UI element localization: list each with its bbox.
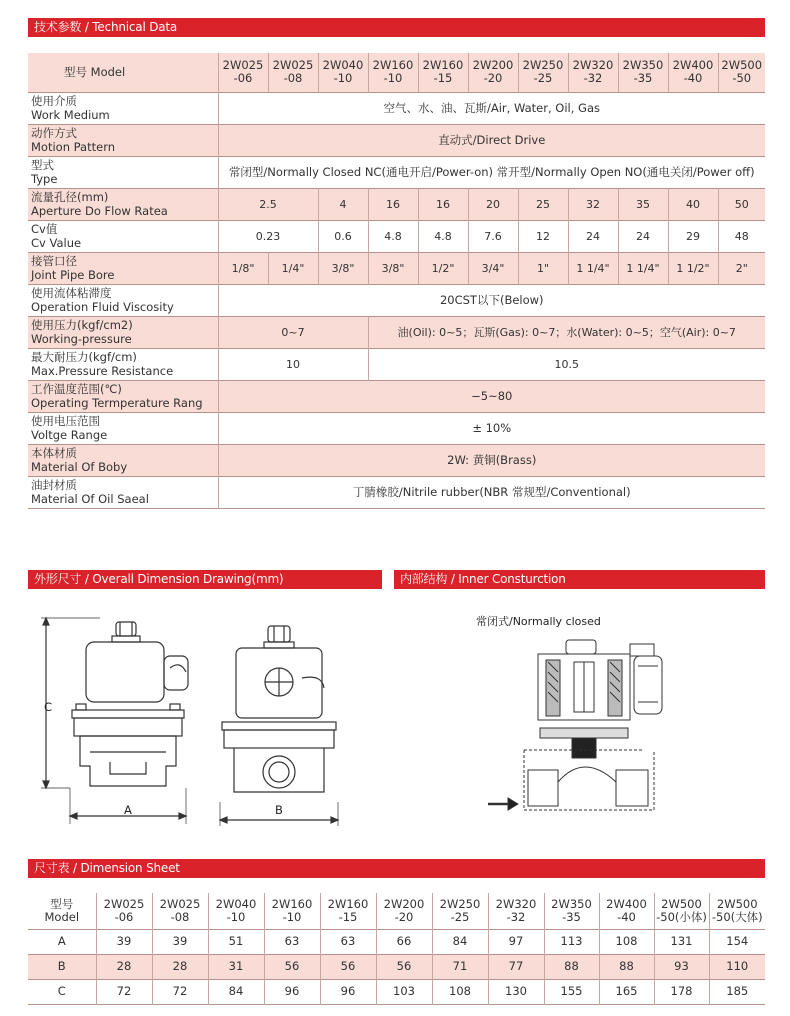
- dim-row: [28, 929, 765, 954]
- row-label-cn: 使用介质: [31, 94, 77, 108]
- dim-cell: 66: [376, 929, 432, 954]
- row-cell: 1": [518, 252, 568, 284]
- model-name: 2W500: [721, 58, 763, 73]
- model-header-cell: [618, 53, 668, 92]
- section-title: 尺寸表 / Dimension Sheet: [34, 861, 180, 875]
- row-label-cn: 油封材质: [31, 478, 77, 492]
- table-row: [28, 124, 765, 156]
- row-label: [28, 188, 218, 220]
- model-suffix: -20: [483, 71, 503, 86]
- row-cell: 7.6: [468, 220, 518, 252]
- row-cell: 4.8: [368, 220, 418, 252]
- dim-model-cell: [208, 893, 264, 929]
- model-suffix: -06: [233, 71, 253, 86]
- table-row: [28, 284, 765, 316]
- row-label: [28, 284, 218, 316]
- dim-cell: 185: [709, 979, 765, 1004]
- dim-model-cell: [264, 893, 320, 929]
- dim-cell: 39: [96, 929, 152, 954]
- table-row: [28, 188, 765, 220]
- model-name: 2W025: [103, 896, 145, 911]
- dim-cell: 28: [96, 954, 152, 979]
- model-suffix: -10: [383, 71, 403, 86]
- model-header-cell: [568, 53, 618, 92]
- row-value: ± 10%: [218, 412, 765, 444]
- dim-cell: 108: [432, 979, 488, 1004]
- row-cell: 29: [668, 220, 718, 252]
- dim-cell: 96: [264, 979, 320, 1004]
- row-cell: 16: [368, 188, 418, 220]
- model-header-cell: [218, 53, 268, 92]
- row-cell: 0.23: [218, 220, 318, 252]
- row-label: [28, 476, 218, 508]
- dim-model-cell: [96, 893, 152, 929]
- dim-row: [28, 979, 765, 1004]
- inner-construction-header: [394, 570, 765, 589]
- section-title: 外形尺寸 / Overall Dimension Drawing(mm): [34, 572, 284, 586]
- dim-model-label-en: Model: [44, 909, 80, 924]
- inner-construction-caption: 常闭式/Normally closed: [476, 615, 601, 628]
- row-value-right: 10.5: [368, 348, 765, 380]
- model-header-cell: [468, 53, 518, 92]
- dim-cell: 63: [320, 929, 376, 954]
- row-label-en: Operation Fluid Viscosity: [31, 300, 174, 314]
- dim-cell: 131: [654, 929, 709, 954]
- row-cell: 24: [568, 220, 618, 252]
- table-row: [28, 476, 765, 508]
- row-value: 20CST以下(Below): [218, 284, 765, 316]
- row-value: 2W: 黄铜(Brass): [218, 444, 765, 476]
- table-row: [28, 380, 765, 412]
- row-label-cn: 动作方式: [31, 126, 77, 140]
- row-cell: 1/4": [268, 252, 318, 284]
- dim-model-cell: [654, 893, 709, 929]
- model-suffix: -40: [683, 71, 703, 86]
- row-cell: 3/4": [468, 252, 518, 284]
- valve-front-view-drawing: [40, 612, 205, 830]
- dim-model-label-cn: 型号: [50, 896, 74, 911]
- row-label: [28, 252, 218, 284]
- dim-row-label: C: [57, 984, 66, 998]
- dim-cell: 72: [96, 979, 152, 1004]
- model-header-cell: [718, 53, 765, 92]
- row-label-cn: 工作温度范围(℃): [31, 382, 122, 396]
- section-title: 内部结构 / Inner Consturction: [400, 572, 566, 586]
- row-label: [28, 316, 218, 348]
- dim-model-cell: [544, 893, 599, 929]
- row-cell: 1 1/4": [618, 252, 668, 284]
- model-name: 2W320: [572, 58, 614, 73]
- dim-model-cell: [152, 893, 208, 929]
- technical-data-header: [28, 18, 765, 37]
- dim-model-cell: [709, 893, 765, 929]
- valve-side-view-drawing: [216, 622, 346, 830]
- dim-cell: 96: [320, 979, 376, 1004]
- section-title: 技术参数 / Technical Data: [34, 20, 178, 34]
- model-name: 2W040: [322, 58, 364, 73]
- model-suffix: -50(大体): [711, 909, 763, 924]
- model-name: 2W040: [215, 896, 257, 911]
- dim-cell: 84: [432, 929, 488, 954]
- dim-cell: 88: [599, 954, 654, 979]
- model-name: 2W500: [661, 896, 702, 911]
- model-suffix: -06: [114, 909, 134, 924]
- model-name: 2W320: [495, 896, 537, 911]
- row-cell: 32: [568, 188, 618, 220]
- model-suffix: -25: [450, 909, 470, 924]
- dim-model-cell: [432, 893, 488, 929]
- row-label: [28, 220, 218, 252]
- row-label-cn: 本体材质: [31, 446, 77, 460]
- dim-cell: 154: [709, 929, 765, 954]
- dim-cell: 110: [709, 954, 765, 979]
- dim-cell: 103: [376, 979, 432, 1004]
- row-cell: 0.6: [318, 220, 368, 252]
- dim-cell: 72: [152, 979, 208, 1004]
- dimension-sheet-table: [28, 893, 765, 1005]
- row-label-cn: 使用压力(kgf/cm2): [31, 318, 133, 332]
- row-label-en: Work Medium: [31, 108, 110, 122]
- model-name: 2W025: [272, 58, 314, 73]
- row-cell: 1/8": [218, 252, 268, 284]
- row-cell: 50: [718, 188, 765, 220]
- row-cell: 16: [418, 188, 468, 220]
- row-label: [28, 124, 218, 156]
- model-name: 2W250: [522, 58, 564, 73]
- row-value: 空气、水、油、瓦斯/Air, Water, Oil, Gas: [218, 92, 765, 124]
- dim-row-label: B: [28, 954, 96, 979]
- model-suffix: -32: [583, 71, 603, 86]
- model-header-cell: [518, 53, 568, 92]
- row-label-en: Aperture Do Flow Ratea: [31, 204, 168, 218]
- table-row: [28, 92, 765, 124]
- dim-cell: 63: [264, 929, 320, 954]
- dim-cell: 84: [208, 979, 264, 1004]
- dim-cell: 39: [152, 929, 208, 954]
- dim-cell: 130: [488, 979, 544, 1004]
- row-cell: 48: [718, 220, 765, 252]
- model-name: 2W160: [327, 896, 369, 911]
- row-label-cn: 使用流体粘滞度: [31, 286, 112, 300]
- dim-cell: 56: [376, 954, 432, 979]
- model-suffix: -40: [617, 909, 636, 924]
- dim-cell: 51: [208, 929, 264, 954]
- row-label-en: Working-pressure: [31, 332, 132, 346]
- row-value-left: 0~7: [218, 316, 368, 348]
- model-name: 2W350: [551, 896, 592, 911]
- row-label-en: Motion Pattern: [31, 140, 116, 154]
- model-name: 2W350: [622, 58, 664, 73]
- model-name: 2W250: [439, 896, 481, 911]
- row-cell: 35: [618, 188, 668, 220]
- model-suffix: -10: [282, 909, 302, 924]
- row-label-en: Operating Termperature Rang: [31, 396, 203, 410]
- table-row: [28, 220, 765, 252]
- row-label-en: Cv Value: [31, 236, 82, 250]
- inner-construction-drawing: [488, 632, 688, 832]
- model-header-label: 型号 Model: [28, 53, 218, 92]
- table-row: [28, 156, 765, 188]
- row-cell: 1 1/2": [668, 252, 718, 284]
- model-suffix: -35: [562, 909, 581, 924]
- row-label-en: Material Of Oil Saeal: [31, 492, 149, 506]
- model-suffix: -50: [732, 71, 752, 86]
- row-cell: 12: [518, 220, 568, 252]
- row-value: 丁腈橡胶/Nitrile rubber(NBR 常规型/Conventional): [218, 476, 765, 508]
- row-cell: 1/2": [418, 252, 468, 284]
- row-label-en: Max.Pressure Resistance: [31, 364, 174, 378]
- row-value: 直动式/Direct Drive: [218, 124, 765, 156]
- row-cell: 1 1/4": [568, 252, 618, 284]
- row-value-right: 油(Oil): 0~5；瓦斯(Gas): 0~7；水(Water): 0~5；空气(Air): 0~7: [368, 316, 765, 348]
- row-label: [28, 156, 218, 188]
- dim-cell: 97: [488, 929, 544, 954]
- row-label-cn: 流量孔径(mm): [31, 190, 109, 204]
- row-cell: 3/8": [318, 252, 368, 284]
- dim-cell: 56: [264, 954, 320, 979]
- table-row: [28, 348, 765, 380]
- model-name: 2W025: [222, 58, 264, 73]
- row-label-en: Type: [31, 172, 58, 186]
- row-label: [28, 380, 218, 412]
- model-suffix: -20: [394, 909, 414, 924]
- model-suffix: -15: [338, 909, 358, 924]
- row-label: [28, 348, 218, 380]
- row-value: 常闭型/Normally Closed NC(通电开启/Power-on) 常开型/Normally Open NO(通电关闭/Power off): [218, 156, 765, 188]
- model-header-cell: [268, 53, 318, 92]
- model-name: 2W025: [159, 896, 201, 911]
- dim-model-cell: [320, 893, 376, 929]
- dimension-c-label: C: [44, 700, 53, 714]
- model-header-cell: [418, 53, 468, 92]
- dim-model-cell: [376, 893, 432, 929]
- dimension-b-label: B: [275, 803, 283, 817]
- row-cell: 20: [468, 188, 518, 220]
- dim-cell: 93: [654, 954, 709, 979]
- dim-cell: 28: [152, 954, 208, 979]
- row-label-en: Joint Pipe Bore: [31, 268, 115, 282]
- dim-cell: 108: [599, 929, 654, 954]
- row-label-cn: 型式: [31, 158, 54, 172]
- row-cell: 2": [718, 252, 765, 284]
- dimension-a-label: A: [124, 803, 132, 817]
- row-cell: 3/8": [368, 252, 418, 284]
- dim-model-label: [28, 893, 96, 929]
- model-suffix: -32: [506, 909, 526, 924]
- dim-cell: 56: [320, 954, 376, 979]
- model-suffix: -08: [170, 909, 190, 924]
- row-label-en: Voltge Range: [31, 428, 108, 442]
- dim-cell: 165: [599, 979, 654, 1004]
- model-header-cell: [668, 53, 718, 92]
- dim-cell: 88: [544, 954, 599, 979]
- dimension-sheet-header: [28, 859, 765, 878]
- row-cell: 4: [318, 188, 368, 220]
- dim-cell: 77: [488, 954, 544, 979]
- table-row: [28, 316, 765, 348]
- model-name: 2W400: [606, 896, 647, 911]
- dim-cell: 31: [208, 954, 264, 979]
- row-label-cn: 使用电压范围: [31, 414, 100, 428]
- dim-cell: 113: [544, 929, 599, 954]
- model-suffix: -25: [533, 71, 553, 86]
- dim-row: [28, 954, 765, 979]
- model-name: 2W160: [271, 896, 313, 911]
- model-suffix: -08: [283, 71, 303, 86]
- dim-cell: 178: [654, 979, 709, 1004]
- row-label: [28, 444, 218, 476]
- model-suffix: -10: [226, 909, 246, 924]
- dim-row-label: A: [57, 934, 66, 948]
- row-label-cn: Cv值: [31, 222, 58, 236]
- row-cell: 40: [668, 188, 718, 220]
- row-cell: 25: [518, 188, 568, 220]
- model-header-cell: [368, 53, 418, 92]
- dim-model-cell: [599, 893, 654, 929]
- model-header-cell: [318, 53, 368, 92]
- table-row: [28, 412, 765, 444]
- table-row: [28, 252, 765, 284]
- model-name: 2W160: [372, 58, 414, 73]
- dim-model-cell: [488, 893, 544, 929]
- row-cell: 24: [618, 220, 668, 252]
- model-name: 2W400: [672, 58, 714, 73]
- row-value-left: 10: [218, 348, 368, 380]
- row-label-cn: 接管口径: [31, 254, 77, 268]
- row-label-cn: 最大耐压力(kgf/cm): [31, 350, 137, 364]
- technical-data-table: [28, 53, 765, 509]
- model-suffix: -15: [433, 71, 453, 86]
- table-row: [28, 444, 765, 476]
- dim-header-row: [28, 893, 765, 929]
- model-suffix: -10: [333, 71, 353, 86]
- table-header-row: [28, 53, 765, 92]
- row-label-en: Material Of Boby: [31, 460, 128, 474]
- model-suffix: -50(小体): [656, 909, 707, 924]
- row-label: [28, 92, 218, 124]
- row-label: [28, 412, 218, 444]
- row-cell: 2.5: [218, 188, 318, 220]
- dim-cell: 71: [432, 954, 488, 979]
- overall-dimension-header: [28, 570, 382, 589]
- model-name: 2W200: [383, 896, 425, 911]
- model-name: 2W500: [716, 896, 758, 911]
- model-suffix: -35: [633, 71, 653, 86]
- model-name: 2W160: [422, 58, 464, 73]
- dim-cell: 155: [544, 979, 599, 1004]
- model-name: 2W200: [472, 58, 514, 73]
- row-cell: 4.8: [418, 220, 468, 252]
- row-value: −5~80: [218, 380, 765, 412]
